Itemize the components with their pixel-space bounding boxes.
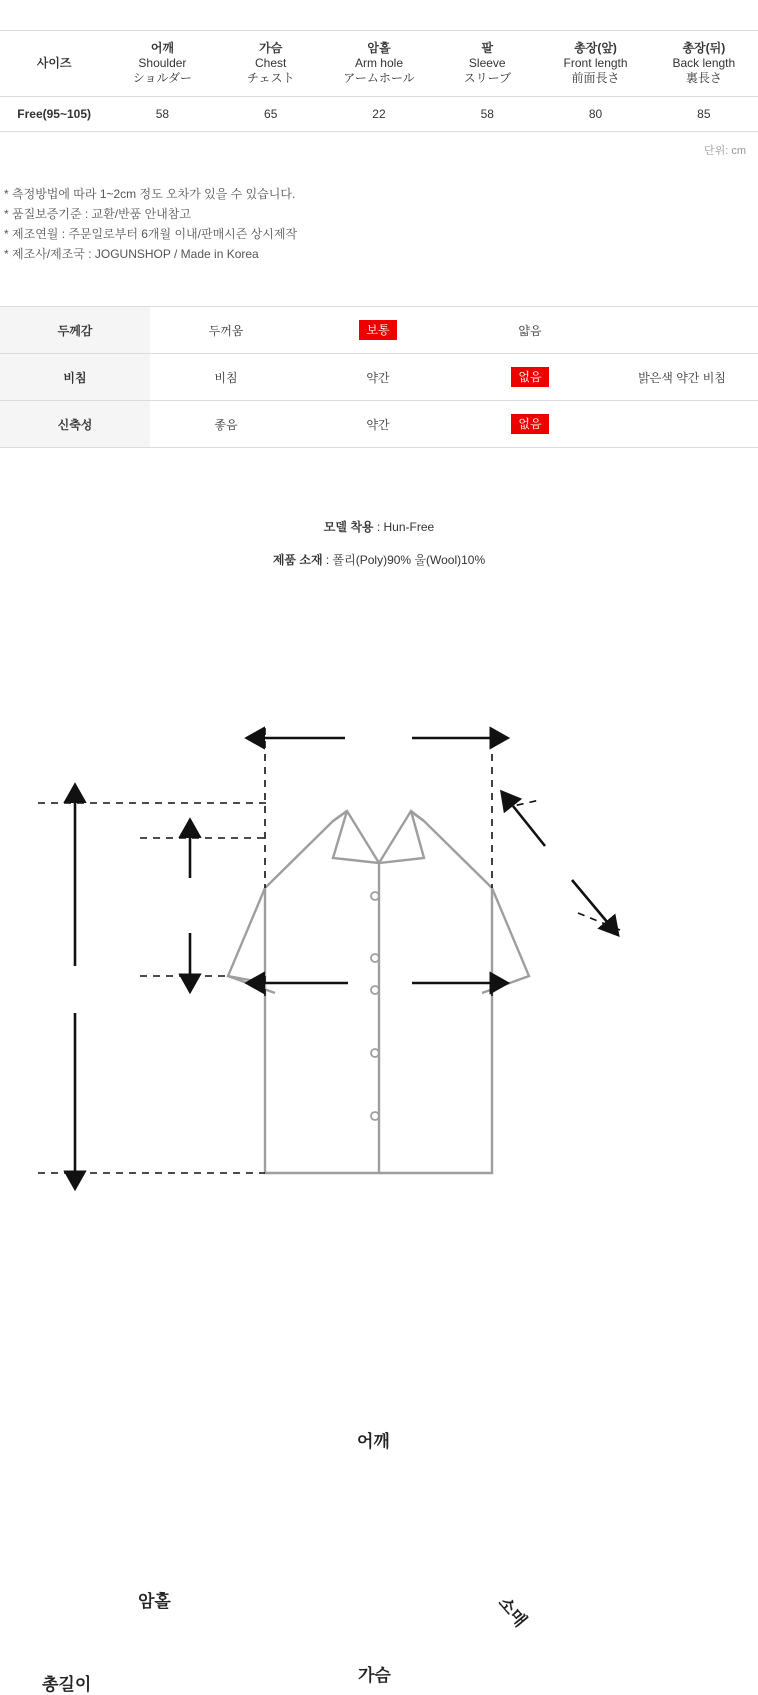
header-kr: 가슴	[259, 41, 283, 55]
header-kr: 팔	[481, 41, 494, 55]
property-option-selected	[454, 354, 606, 401]
table-row	[0, 97, 758, 132]
selected-badge: 없음	[511, 414, 548, 434]
header-jp: 前面長さ	[571, 71, 620, 85]
size-header-cell	[325, 31, 433, 97]
size-header-cell	[650, 31, 758, 97]
table-row	[0, 401, 758, 448]
option-text: 얇음	[518, 323, 542, 338]
size-header-cell	[0, 31, 108, 97]
size-cell-chest: 65	[217, 97, 325, 132]
size-table-head	[0, 31, 758, 97]
size-header-cell	[433, 31, 541, 97]
header-jp: 裏長さ	[685, 71, 722, 85]
property-option	[606, 307, 758, 354]
size-cell-label: Free(95~105)	[0, 97, 108, 132]
size-table	[0, 30, 758, 132]
property-option	[302, 354, 454, 401]
header-en: Back length	[672, 56, 736, 70]
property-option	[150, 307, 302, 354]
size-header-cell	[217, 31, 325, 97]
shirt-diagram-svg	[0, 718, 758, 1218]
note-item: * 측정방법에 따라 1~2cm 정도 오차가 있을 수 있습니다.	[4, 187, 296, 201]
size-cell-shoulder: 58	[108, 97, 216, 132]
property-option-selected	[454, 401, 606, 448]
option-text: 두꺼움	[208, 323, 244, 338]
size-table-header-row	[0, 31, 758, 97]
guide-lines	[38, 728, 620, 1173]
size-table-section	[0, 30, 758, 158]
note-item: * 품질보증기준 : 교환/반품 안내참고	[4, 207, 191, 221]
property-option	[150, 354, 302, 401]
diagram-label-sleeve: 소매	[494, 1593, 531, 1631]
option-text: 약간	[366, 370, 390, 385]
header-kr: 암홀	[367, 41, 391, 55]
header-en: Chest	[255, 56, 287, 70]
property-option	[454, 307, 606, 354]
header-jp: スリーブ	[463, 71, 511, 85]
property-option	[302, 401, 454, 448]
size-cell-sleeve: 58	[433, 97, 541, 132]
material-value: : 폴리(Poly)90% 울(Wool)10%	[325, 553, 486, 567]
note-item: * 제조사/제조국 : JOGUNSHOP / Made in Korea	[4, 247, 259, 261]
header-en: Shoulder	[138, 56, 187, 70]
header-kr: 총장(앞)	[574, 41, 617, 55]
header-en: Arm hole	[354, 56, 403, 70]
selected-badge: 보통	[359, 320, 396, 340]
header-jp: ショルダー	[132, 71, 193, 85]
measure-arrows	[75, 738, 608, 1173]
header-en: Sleeve	[468, 56, 506, 70]
property-option	[606, 401, 758, 448]
option-text: 약간	[366, 417, 390, 432]
property-option	[150, 401, 302, 448]
diagram-label-chest: 가슴	[358, 1666, 391, 1685]
material-label: 제품 소재	[272, 553, 323, 567]
size-cell-armhole: 22	[325, 97, 433, 132]
diagram-label-shoulder: 어깨	[357, 1432, 390, 1451]
size-cell-front-length: 80	[541, 97, 649, 132]
table-row	[0, 307, 758, 354]
model-label: 모델 착용	[323, 520, 374, 534]
size-header-cell	[108, 31, 216, 97]
property-label-elasticity: 신축성	[0, 401, 150, 448]
selected-badge: 없음	[511, 367, 548, 387]
option-text: 밝은색 약간 비침	[638, 370, 726, 385]
option-text: 비침	[214, 370, 238, 385]
property-option	[606, 354, 758, 401]
header-kr: 어깨	[150, 41, 175, 55]
note-item: * 제조연월 : 주문일로부터 6개월 이내/판매시즌 상시제작	[4, 227, 298, 241]
property-label-thickness: 두께감	[0, 307, 150, 354]
property-option-selected	[302, 307, 454, 354]
measurement-diagram	[0, 718, 758, 1694]
option-text: 좋음	[214, 417, 238, 432]
model-info-line	[0, 518, 758, 535]
header-jp: チェスト	[246, 71, 295, 85]
model-value: : Hun-Free	[376, 520, 435, 534]
diagram-label-total-length: 총길이	[42, 1675, 92, 1694]
diagram-label-armhole: 암홀	[138, 1592, 171, 1611]
property-label-sheerness: 비침	[0, 354, 150, 401]
fabric-properties-section	[0, 306, 758, 448]
header-en: Front length	[563, 56, 628, 70]
product-info-section	[0, 518, 758, 568]
fabric-properties-table	[0, 306, 758, 448]
header-kr: 총장(뒤)	[682, 41, 726, 55]
notes-list	[0, 174, 758, 264]
unit-note: 단위: cm	[703, 145, 746, 157]
size-header-cell	[541, 31, 649, 97]
header-jp: アームホール	[343, 71, 415, 85]
size-table-body	[0, 97, 758, 132]
material-info-line	[0, 551, 758, 568]
header-kr: 사이즈	[36, 56, 72, 70]
size-cell-back-length: 85	[650, 97, 758, 132]
table-row	[0, 354, 758, 401]
